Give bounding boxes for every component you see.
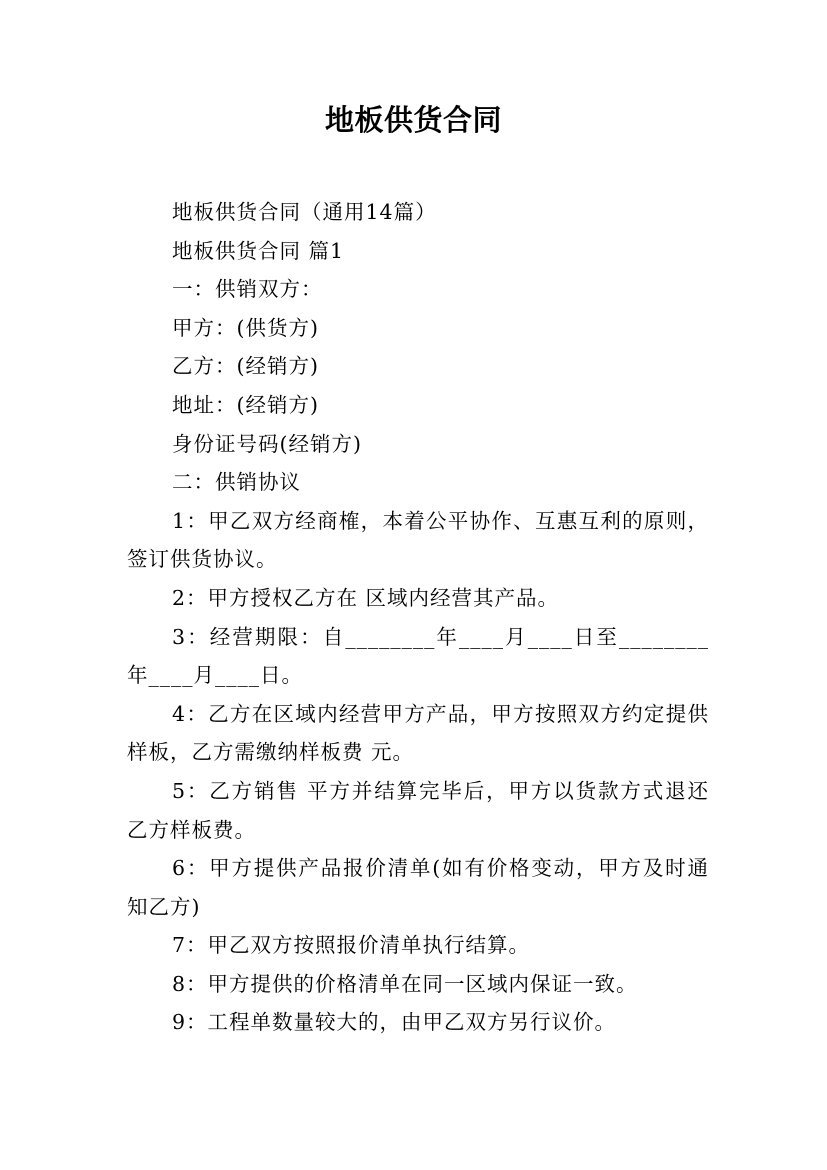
id-number-line: 身份证号码(经销方) [172, 431, 362, 456]
heading-agreement: 二：供销协议 [172, 470, 301, 495]
clause-2: 2：甲方授权乙方在 区域内经营其产品。 [172, 585, 560, 610]
section-heading: 地板供货合同 篇1 [172, 238, 345, 263]
document-title: 地板供货合同 [324, 103, 502, 137]
document-body [127, 193, 709, 1042]
clause-9: 9：工程单数量较大的，由甲乙双方另行议价。 [172, 1010, 617, 1035]
doc-subtitle: 地板供货合同（通用14篇） [172, 200, 437, 224]
clause-3: 3：经营期限：自________年____月____日至________年____月____日。 [127, 624, 709, 688]
clause-1: 1：甲乙双方经商榷，本着公平协作、互惠互利的原则，签订供货协议。 [127, 508, 709, 572]
clause-4: 4：乙方在区域内经营甲方产品，甲方按照双方约定提供样板，乙方需缴纳样板费 元。 [127, 701, 709, 765]
party-b-line: 乙方：(经销方) [172, 354, 319, 379]
heading-parties: 一：供销双方： [172, 277, 323, 302]
clause-6: 6：甲方提供产品报价清单(如有价格变动，甲方及时通知乙方) [127, 856, 709, 919]
clause-5: 5：乙方销售 平方并结算完毕后，甲方以货款方式退还乙方样板费。 [127, 778, 709, 842]
clause-7: 7：甲乙双方按照报价清单执行结算。 [172, 933, 531, 958]
party-a-line: 甲方：(供货方) [172, 315, 319, 340]
address-line: 地址：(经销方) [172, 392, 319, 417]
clause-8: 8：甲方提供的价格清单在同一区域内保证一致。 [172, 971, 638, 996]
